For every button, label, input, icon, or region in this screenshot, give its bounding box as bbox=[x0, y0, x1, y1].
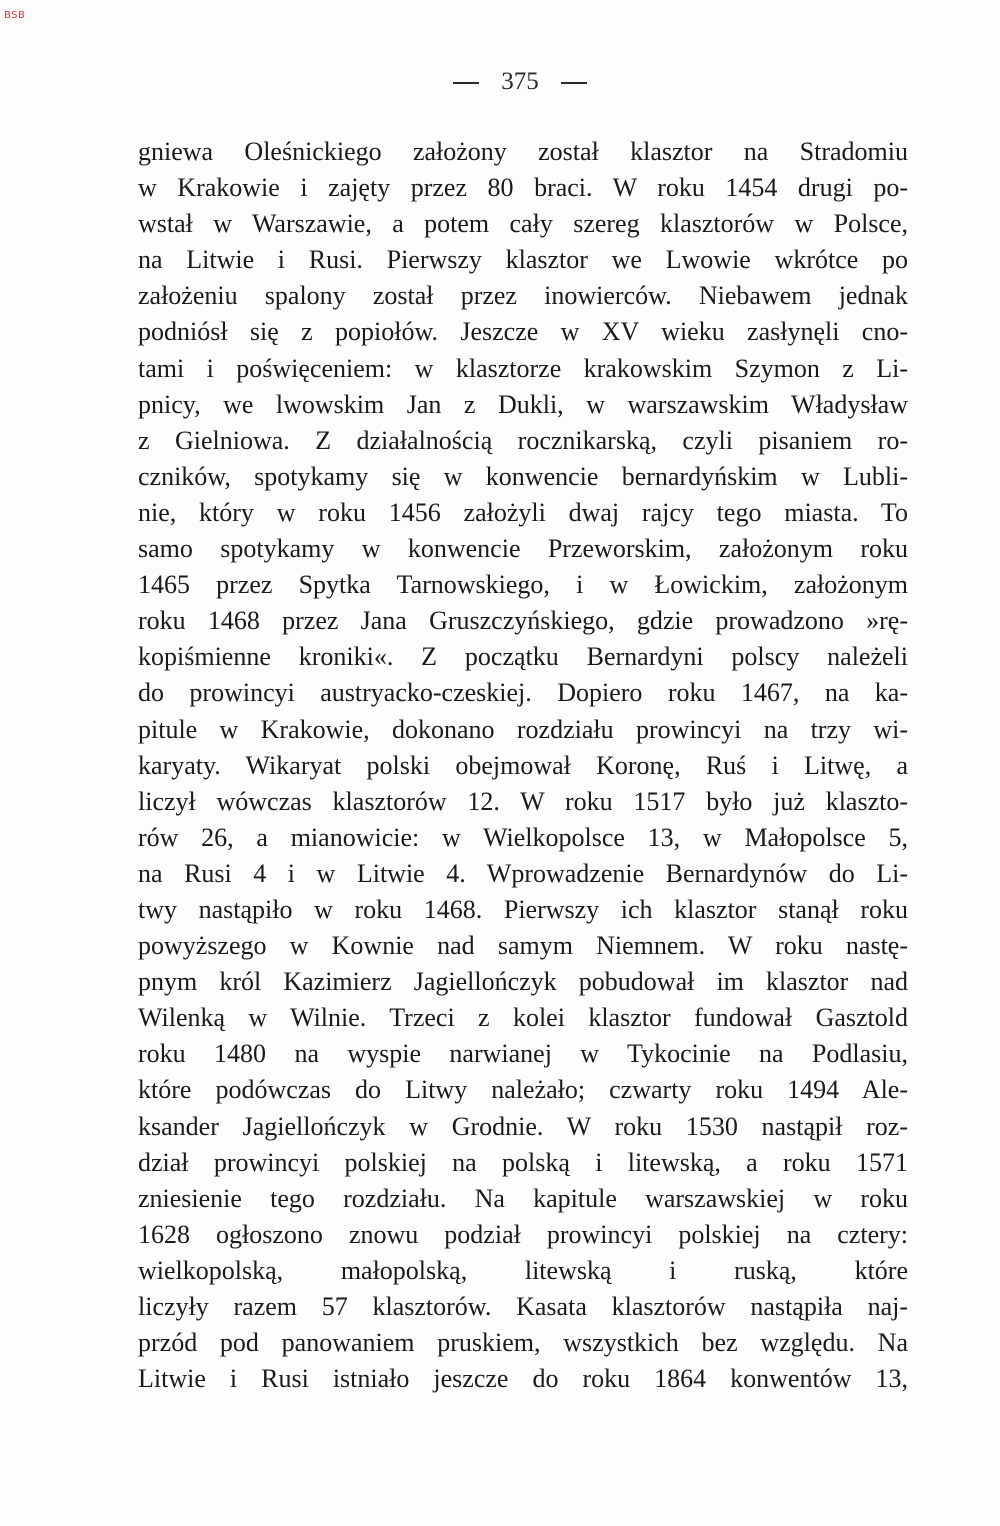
text-line: 1628 ogłoszono znowu podział prowincyi polskiej na cztery: bbox=[138, 1219, 908, 1249]
text-line: Wilenką w Wilnie. Trzeci z kolei klasztor fundował Gasztold bbox=[138, 1003, 908, 1033]
text-line: 1465 przez Spytka Tarnowskiego, i w Łowickim, założonym bbox=[138, 570, 908, 600]
text-line: rów 26, a mianowicie: w Wielkopolsce 13, w Małopolsce 5, bbox=[138, 822, 908, 852]
text-line: tami i poświęceniem: w klasztorze krakowskim Szymon z Li- bbox=[138, 353, 908, 383]
text-line: czników, spotykamy się w konwencie bernardyńskim w Lubli- bbox=[138, 461, 908, 491]
text-line: Litwie i Rusi istniało jeszcze do roku 1864 konwentów 13, bbox=[138, 1364, 908, 1394]
text-line: przód pod panowaniem pruskiem, wszystkich bez względu. Na bbox=[138, 1328, 908, 1358]
page-header bbox=[0, 68, 1000, 96]
text-line: pnym król Kazimierz Jagiellończyk pobudował im klasztor nad bbox=[138, 967, 908, 997]
text-line: założeniu spalony został przez inowierców. Niebawem jednak bbox=[138, 281, 908, 311]
text-line: ksander Jagiellończyk w Grodnie. W roku 1530 nastąpił roz- bbox=[138, 1111, 908, 1141]
text-line: samo spotykamy w konwencie Przeworskim, założonym roku bbox=[138, 534, 908, 564]
library-stamp: BSB bbox=[4, 10, 26, 21]
text-line: twy nastąpiło w roku 1468. Pierwszy ich klasztor stanął roku bbox=[138, 894, 908, 924]
text-line: zniesienie tego rozdziału. Na kapitule warszawskiej w roku bbox=[138, 1183, 908, 1213]
text-line: podniósł się z popiołów. Jeszcze w XV wieku zasłynęli cno- bbox=[138, 317, 908, 347]
text-line: z Gielniowa. Z działalnością rocznikarską, czyli pisaniem ro- bbox=[138, 425, 908, 455]
text-line: liczyły razem 57 klasztorów. Kasata klasztorów nastąpiła naj- bbox=[138, 1292, 908, 1321]
text-line: wielkopolską, małopolską, litewską i ruską, które bbox=[138, 1255, 908, 1285]
text-line: gniewa Oleśnickiego założony został klasztor na Stradomiu bbox=[138, 137, 908, 166]
text-line: dział prowincyi polskiej na polską i litewską, a roku 1571 bbox=[138, 1147, 908, 1177]
body-text bbox=[138, 134, 908, 1397]
text-line: na Rusi 4 i w Litwie 4. Wprowadzenie Bernardynów do Li- bbox=[138, 858, 908, 888]
text-line: pitule w Krakowie, dokonano rozdziału prowincyi na trzy wi- bbox=[138, 714, 908, 744]
text-line: wstał w Warszawie, a potem cały szereg klasztorów w Polsce, bbox=[138, 209, 908, 239]
text-line: karyaty. Wikaryat polski obejmował Koronę, Ruś i Litwę, a bbox=[138, 750, 908, 780]
text-line: które podówczas do Litwy należało; czwarty roku 1494 Ale- bbox=[138, 1075, 908, 1105]
header-dash-left bbox=[453, 82, 479, 84]
text-line: liczył wówczas klasztorów 12. W roku 1517 było już klaszto- bbox=[138, 786, 908, 816]
text-line: nie, który w roku 1456 założyli dwaj rajcy tego miasta. To bbox=[138, 497, 908, 527]
text-line: w Krakowie i zajęty przez 80 braci. W roku 1454 drugi po- bbox=[138, 173, 908, 203]
text-line: roku 1480 na wyspie narwianej w Tykocinie na Podlasiu, bbox=[138, 1039, 908, 1069]
text-line: powyższego w Kownie nad samym Niemnem. W roku nastę- bbox=[138, 931, 908, 961]
text-line: pnicy, we lwowskim Jan z Dukli, w warszawskim Władysław bbox=[138, 389, 908, 419]
text-line: do prowincyi austryacko-czeskiej. Dopiero roku 1467, na ka- bbox=[138, 678, 908, 708]
text-line: roku 1468 przez Jana Gruszczyńskiego, gdzie prowadzono »rę- bbox=[138, 606, 908, 636]
header-dash-right bbox=[561, 82, 587, 84]
text-line: na Litwie i Rusi. Pierwszy klasztor we Lwowie wkrótce po bbox=[138, 245, 908, 275]
page-number: 375 bbox=[501, 68, 539, 95]
text-line: kopiśmienne kroniki«. Z początku Bernardyni polscy należeli bbox=[138, 642, 908, 672]
